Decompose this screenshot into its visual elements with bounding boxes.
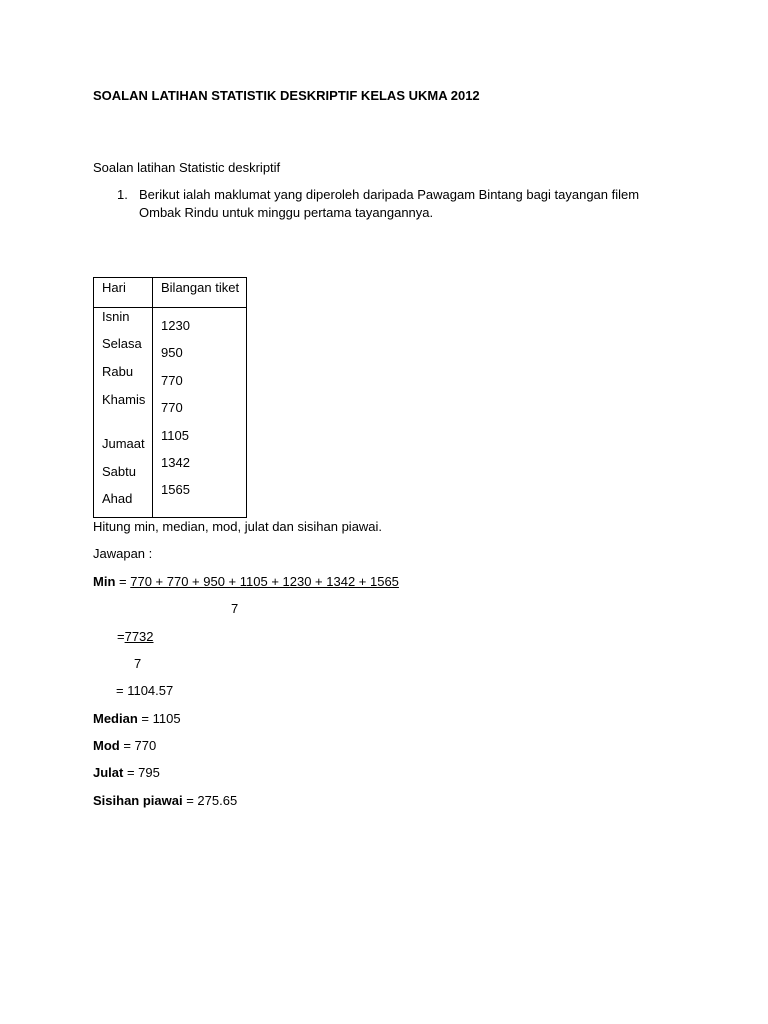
mod-line	[93, 738, 156, 754]
sisihan-piawai-label: Sisihan piawai	[93, 793, 183, 808]
median-value: = 1105	[141, 711, 181, 726]
table-day-cell: Ahad	[102, 491, 133, 506]
table-day-cell: Selasa	[102, 336, 142, 351]
min-formula-line	[93, 574, 399, 590]
julat-value: = 795	[126, 765, 160, 780]
table-header-hari: Hari	[102, 280, 126, 295]
sisihan-piawai-line	[93, 793, 237, 809]
min-denominator: 7	[231, 601, 239, 616]
table-ticket-cell: 1565	[161, 482, 190, 497]
table-header-bilangan-tiket: Bilangan tiket	[161, 280, 240, 295]
table-column-divider	[152, 278, 153, 517]
question-number: 1.	[117, 187, 128, 202]
table-day-cell: Isnin	[102, 309, 130, 324]
table-day-cell: Khamis	[102, 392, 146, 407]
instruction-text: Hitung min, median, mod, julat dan sisihan piawai.	[93, 519, 383, 534]
min-numerator: 770 + 770 + 950 + 1105 + 1230 + 1342 + 1565	[130, 574, 399, 589]
median-line	[93, 711, 181, 727]
table-ticket-cell: 770	[161, 400, 183, 415]
table-ticket-cell: 950	[161, 345, 183, 360]
answer-heading: Jawapan :	[93, 546, 153, 561]
sum-fraction-line	[117, 629, 154, 645]
equals-sign: =	[119, 574, 127, 589]
table-day-cell: Rabu	[102, 364, 134, 379]
table-ticket-cell: 770	[161, 373, 183, 388]
document-title: SOALAN LATIHAN STATISTIK DESKRIPTIF KELAS UKMA 2012	[93, 88, 480, 103]
question-text-line-2: Ombak Rindu untuk minggu pertama tayangannya.	[139, 205, 434, 220]
table-ticket-cell: 1342	[161, 455, 190, 470]
table-day-cell: Jumaat	[102, 436, 145, 451]
equals-sign: =	[117, 629, 125, 644]
median-label: Median	[93, 711, 138, 726]
sum-value: 7732	[124, 629, 154, 644]
section-subtitle: Soalan latihan Statistic deskriptif	[93, 160, 281, 175]
ticket-table	[93, 277, 247, 518]
mod-value: = 770	[123, 738, 157, 753]
table-ticket-cell: 1105	[161, 428, 189, 443]
min-result: = 1104.57	[116, 683, 174, 698]
min-label: Min	[93, 574, 116, 589]
mod-label: Mod	[93, 738, 120, 753]
sisihan-piawai-value: = 275.65	[186, 793, 238, 808]
question-text-line-1: Berikut ialah maklumat yang diperoleh daripada Pawagam Bintang bagi tayangan filem	[139, 187, 640, 202]
table-header-divider	[94, 307, 246, 308]
sum-denominator: 7	[134, 656, 142, 671]
julat-line	[93, 765, 160, 781]
julat-label: Julat	[93, 765, 124, 780]
table-day-cell: Sabtu	[102, 464, 136, 479]
table-ticket-cell: 1230	[161, 318, 190, 333]
